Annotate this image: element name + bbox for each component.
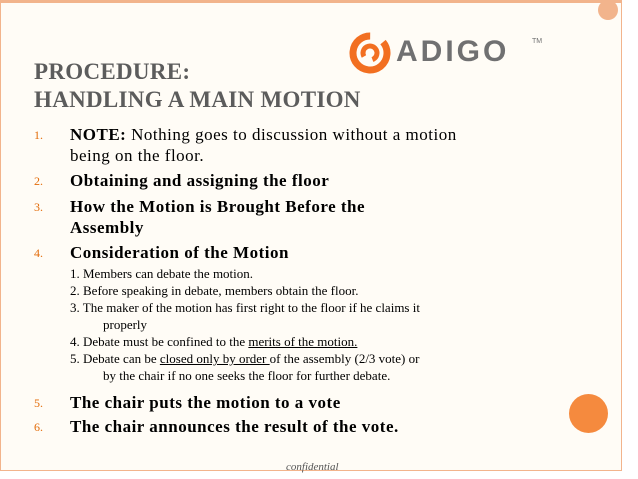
item-text: The chair announces the result of the vote. xyxy=(70,417,399,436)
list-item-1 xyxy=(34,124,554,166)
item-text-a: How the Motion is Brought Before the xyxy=(70,197,366,216)
sub-item-4-text: 4. Debate must be confined to the xyxy=(70,334,249,349)
title-line-1: PROCEDURE: xyxy=(34,59,191,84)
decorative-circle-top xyxy=(598,0,618,20)
note-label: NOTE: xyxy=(70,125,127,144)
item-number: 6. xyxy=(34,420,43,434)
footer-confidential: confidential xyxy=(286,461,339,473)
item-number: 3. xyxy=(34,200,43,214)
item-text: Consideration of the Motion xyxy=(70,243,289,262)
item-number: 1. xyxy=(34,128,43,142)
sub-item-4 xyxy=(70,333,554,350)
item-text-wrap xyxy=(70,242,554,263)
logo-wordmark: ADIGO xyxy=(396,35,510,68)
sub-list xyxy=(70,265,554,384)
item-number: 2. xyxy=(34,174,43,188)
item-text-b: Assembly xyxy=(70,218,144,237)
sub-item-3: 3. The maker of the motion has first right to the floor if he claims it xyxy=(70,300,420,315)
procedure-list xyxy=(34,124,554,440)
list-item-4 xyxy=(34,242,554,384)
swirl-icon xyxy=(349,32,391,74)
item-number: 5. xyxy=(34,396,43,410)
item-text: The chair puts the motion to a vote xyxy=(70,393,341,412)
item-text-wrap xyxy=(70,170,554,191)
sub-item-2: 2. Before speaking in debate, members obtain the floor. xyxy=(70,283,359,298)
sub-item-5 xyxy=(70,350,554,367)
sub-item-1: 1. Members can debate the motion. xyxy=(70,266,254,281)
sub-item-5-underline: closed only by order xyxy=(159,351,270,366)
sub-item-5-text: 5. Debate can be xyxy=(70,351,160,366)
item-number: 4. xyxy=(34,246,43,260)
sub-item-5-text-b: of the assembly (2/3 vote) or xyxy=(269,351,420,366)
list-item-6 xyxy=(34,416,554,440)
slide-title xyxy=(34,58,361,114)
item-text xyxy=(70,124,554,166)
item-text-wrap xyxy=(70,392,554,413)
item-text-a: Nothing goes to discussion without a motion xyxy=(126,125,457,144)
item-text-wrap xyxy=(70,196,554,238)
item-text-wrap xyxy=(70,416,554,437)
adigo-logo xyxy=(349,32,544,76)
sub-item-5-cont: by the chair if no one seeks the floor for further debate. xyxy=(103,368,391,383)
sub-item-4-underline: merits of the motion. xyxy=(248,334,358,349)
decorative-circle-bottom xyxy=(569,394,608,433)
sub-item-3-cont: properly xyxy=(103,317,148,332)
logo-trademark: TM xyxy=(532,38,543,45)
list-item-5 xyxy=(34,392,554,416)
item-text: Obtaining and assigning the floor xyxy=(70,171,330,190)
list-item-3 xyxy=(34,196,554,238)
item-text-b: being on the floor. xyxy=(70,146,205,165)
list-item-2 xyxy=(34,170,554,194)
title-line-2: HANDLING A MAIN MOTION xyxy=(34,87,361,112)
